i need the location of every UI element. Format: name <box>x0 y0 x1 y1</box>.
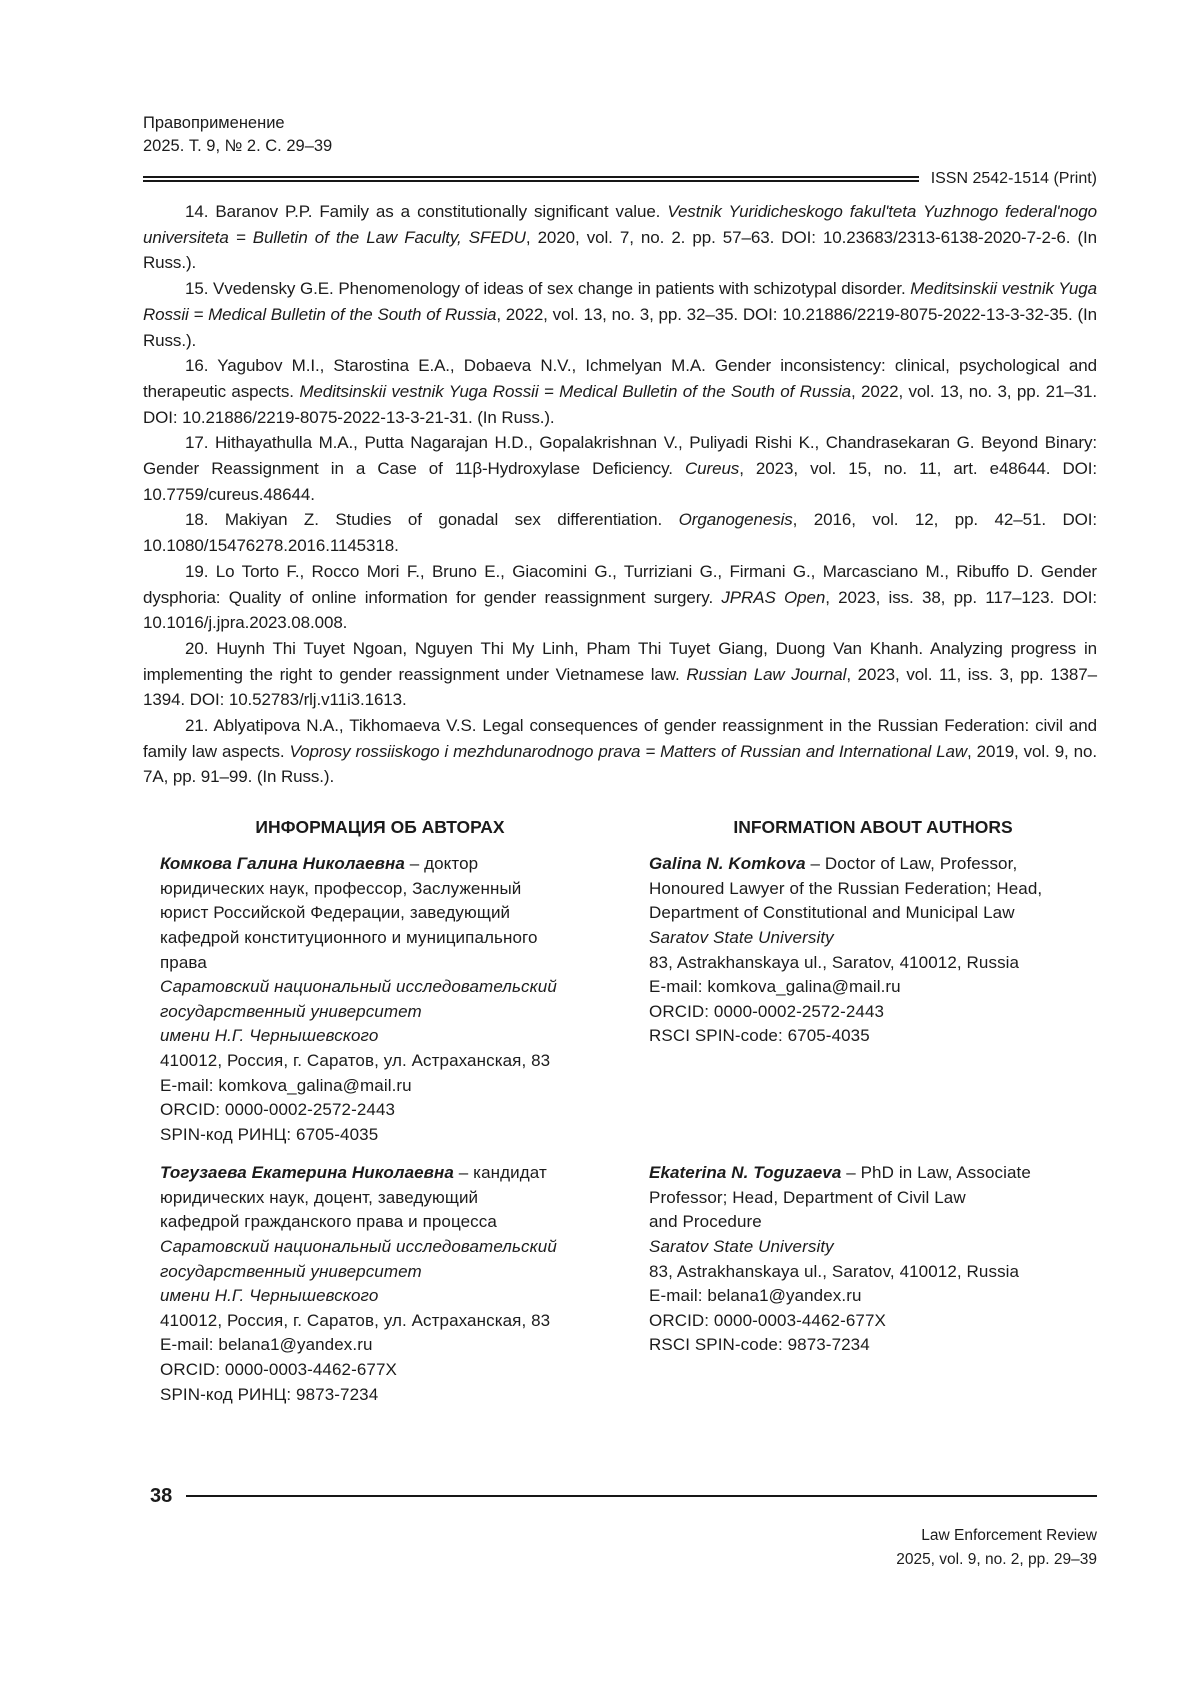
author-info-line <box>160 926 600 951</box>
header-rule-row <box>143 170 1097 188</box>
text-segment: RSCI SPIN-code: 9873-7234 <box>649 1335 870 1355</box>
text-segment: 410012, Россия, г. Саратов, ул. Астраханская, 83 <box>160 1050 551 1070</box>
author-info-line <box>160 951 600 976</box>
issue-info-en: 2025, vol. 9, no. 2, pp. 29–39 <box>896 1551 1097 1568</box>
author-info-line <box>649 1284 1097 1309</box>
text-segment: E-mail: belana1@yandex.ru <box>649 1286 862 1306</box>
footer-rule <box>186 1495 1097 1498</box>
author-info-line <box>649 1235 1097 1260</box>
text-segment: Saratov State University <box>649 927 834 947</box>
author-info-line <box>160 1235 600 1260</box>
issn-label: ISSN 2542-1514 (Print) <box>930 170 1097 187</box>
journal-title-en: Law Enforcement Review <box>921 1527 1097 1544</box>
journal-title-ru: Правоприменение <box>143 114 285 132</box>
text-segment: Meditsinskii vestnik Yuga Rossii = Medical Bulletin of the South of Russia <box>299 381 852 401</box>
reference-item <box>143 507 1097 558</box>
text-segment: Russian Law Journal <box>686 664 847 684</box>
text-segment: 19. Lo Torto F., Rocco Mori F., Bruno E., Giacomini G., Turriziani G., Firmani G., Marcasciano M., Ribuffo D. Gender dysphoria: Quality of online information for gender reassignment surgery. <box>143 561 1097 607</box>
reference-item <box>143 353 1097 430</box>
text-segment: Ekaterina N. Toguzaeva <box>649 1163 842 1183</box>
text-segment: 14. Baranov P.P. Family as a constitutionally significant value. <box>185 202 668 221</box>
text-segment: 15. Vvedensky G.E. Phenomenology of ideas of sex change in patients with schizotypal disorder. <box>185 279 911 299</box>
text-segment: Saratov State University <box>649 1237 834 1257</box>
author-info-line <box>160 1309 600 1334</box>
author-info-line <box>649 1186 1097 1211</box>
author-info-line <box>649 877 1097 902</box>
author-info-line <box>160 1358 600 1383</box>
text-segment: SPIN-код РИНЦ: 6705-4035 <box>160 1124 379 1144</box>
author-info-line <box>160 1161 600 1186</box>
text-segment: Organogenesis <box>678 510 793 530</box>
text-segment: , 2022, vol. 13, no. 3, pp. 32–35. DOI: 10.21886/2219-8075-2022-13-3-32-35. (In Russ.). <box>143 304 1097 350</box>
text-segment: , 2023, iss. 38, pp. 117–123. DOI: 10.1016/j.jpra.2023.08.008. <box>143 587 1097 633</box>
issue-info-ru: 2025. Т. 9, № 2. С. 29–39 <box>143 137 333 155</box>
author-info-line <box>649 852 1097 877</box>
text-segment: ORCID: 0000-0002-2572-2443 <box>160 1100 396 1120</box>
text-segment: 83, Astrakhanskaya ul., Saratov, 410012, Russia <box>649 952 1020 972</box>
author-info-line <box>160 1000 600 1025</box>
author-info-line <box>160 852 600 877</box>
text-segment: E-mail: komkova_galina@mail.ru <box>649 977 901 997</box>
author-info-line <box>160 1383 600 1408</box>
page-content <box>143 112 1097 1407</box>
text-segment: Galina N. Komkova <box>649 854 806 874</box>
author-info-line <box>649 901 1097 926</box>
author-info-line <box>649 1210 1097 1235</box>
page-footer <box>150 1484 1097 1572</box>
author-info-line <box>160 1123 600 1148</box>
text-segment: 20. Huynh Thi Tuyet Ngoan, Nguyen Thi My Linh, Pham Thi Tuyet Giang, Duong Van Khanh. Analyzing progress in implementing the right to gender reassignment under Vietnamese law. <box>143 638 1097 684</box>
text-segment: государственный университет <box>160 1001 422 1021</box>
reference-item <box>143 276 1097 353</box>
author-info-line <box>649 951 1097 976</box>
text-segment: кафедрой конституционного и муниципального <box>160 927 538 947</box>
text-segment: права <box>160 952 207 972</box>
reference-item <box>143 636 1097 713</box>
author-info-line <box>649 1000 1097 1025</box>
reference-item <box>143 559 1097 636</box>
author-info-line <box>160 1098 600 1123</box>
text-segment: 21. Ablyatipova N.A., Tikhomaeva V.S. Legal consequences of gender reassignment in the Russian Federation: civil and family law aspects. <box>143 716 1097 761</box>
author-info-line <box>160 1284 600 1309</box>
author-info-line <box>649 1260 1097 1285</box>
text-segment: RSCI SPIN-code: 6705-4035 <box>649 1026 870 1046</box>
author-block-en <box>649 1161 1097 1407</box>
text-segment: Vestnik Yuridicheskogo fakul'teta Yuzhnogo federal'nogo universiteta = Bulletin of the Law Faculty, SFEDU <box>143 202 1097 247</box>
text-segment: Cureus <box>685 459 740 479</box>
author-info-line <box>160 1186 600 1211</box>
author-info-line <box>160 1210 600 1235</box>
text-segment: and Procedure <box>649 1212 762 1232</box>
author-info-line <box>160 877 600 902</box>
text-segment: Voprosy rossiiskogo i mezhdunarodnogo prava = Matters of Russian and International Law <box>289 741 968 761</box>
text-segment: Саратовский национальный исследовательский <box>160 1237 557 1257</box>
author-info-line <box>160 1260 600 1285</box>
text-segment: Тогузаева Екатерина Николаевна <box>160 1163 454 1183</box>
reference-item <box>143 199 1097 276</box>
text-segment: , 2016, vol. 12, pp. 42–51. DOI: 10.1080/15476278.2016.1145318. <box>143 510 1097 556</box>
author-info-line <box>649 1161 1097 1186</box>
text-segment: Meditsinskii vestnik Yuga Rossii = Medical Bulletin of the South of Russia <box>143 279 1097 324</box>
author-info-line <box>160 1333 600 1358</box>
page-number: 38 <box>150 1485 173 1507</box>
text-segment: ORCID: 0000-0003-4462-677X <box>649 1310 886 1330</box>
references-list <box>143 199 1097 790</box>
text-segment: государственный университет <box>160 1261 422 1281</box>
author-block-ru <box>160 1161 600 1407</box>
reference-item <box>143 430 1097 507</box>
text-segment: Honoured Lawyer of the Russian Federation; Head, <box>649 878 1043 898</box>
text-segment: Саратовский национальный исследовательский <box>160 977 557 997</box>
text-segment: SPIN-код РИНЦ: 9873-7234 <box>160 1384 379 1404</box>
text-segment: , 2022, vol. 13, no. 3, pp. 21–31. DOI: 10.21886/2219-8075-2022-13-3-21-31. (In Russ.). <box>143 381 1097 427</box>
text-segment: юридических наук, доцент, заведующий <box>160 1187 479 1207</box>
author-block-ru <box>160 852 600 1147</box>
author-info-line <box>649 975 1097 1000</box>
author-info-line <box>160 975 600 1000</box>
authors-heading-ru: ИНФОРМАЦИЯ ОБ АВТОРАХ <box>255 817 505 838</box>
text-segment: , 2023, vol. 15, no. 11, art. e48644. DOI: 10.7759/cureus.48644. <box>143 459 1097 504</box>
text-segment: юридических наук, профессор, Заслуженный <box>160 878 522 898</box>
text-segment: юрист Российской Федерации, заведующий <box>160 903 511 923</box>
text-segment: – доктор <box>404 854 479 874</box>
header-double-rule <box>143 176 919 182</box>
footer-journal-info <box>150 1524 1097 1572</box>
text-segment: , 2020, vol. 7, no. 2. pp. 57–63. DOI: 10.23683/2313-6138-2020-7-2-6. (In Russ.). <box>143 227 1097 273</box>
text-segment: Комкова Галина Николаевна <box>160 854 405 874</box>
text-segment: Professor; Head, Department of Civil Law <box>649 1187 966 1207</box>
text-segment: 16. Yagubov M.I., Starostina E.A., Dobaeva N.V., Ichmelyan M.A. Gender inconsistency: clinical, psychological and therapeutic aspects. <box>143 356 1097 401</box>
text-segment: E-mail: komkova_galina@mail.ru <box>160 1075 412 1095</box>
author-info-line <box>649 1309 1097 1334</box>
text-segment: 83, Astrakhanskaya ul., Saratov, 410012, Russia <box>649 1261 1020 1281</box>
text-segment: 18. Makiyan Z. Studies of gonadal sex differentiation. <box>185 510 679 530</box>
author-block-en <box>649 852 1097 1147</box>
text-segment: – Doctor of Law, Professor, <box>805 854 1018 874</box>
text-segment: кафедрой гражданского права и процесса <box>160 1212 497 1232</box>
page-header <box>143 112 1097 188</box>
author-info-line <box>160 901 600 926</box>
text-segment: ORCID: 0000-0003-4462-677X <box>160 1360 397 1380</box>
text-segment: , 2019, vol. 9, no. 7A, pp. 91–99. (In Russ.). <box>143 741 1097 787</box>
text-segment: Department of Constitutional and Municipal Law <box>649 903 1015 923</box>
author-info-line <box>160 1049 600 1074</box>
text-segment: имени Н.Г. Чернышевского <box>160 1286 379 1306</box>
author-info-line <box>160 1074 600 1099</box>
text-segment: 17. Hithayathulla M.A., Putta Nagarajan H.D., Gopalakrishnan V., Puliyadi Rishi K., Chandrasekaran G. Beyond Binary: Gender Reassignment in a Case of 11β-Hydroxylase Deficiency. <box>143 433 1097 479</box>
footer-rule-row <box>150 1484 1097 1508</box>
author-info-line <box>649 1024 1097 1049</box>
author-info-line <box>160 1024 600 1049</box>
text-segment: 410012, Россия, г. Саратов, ул. Астраханская, 83 <box>160 1310 551 1330</box>
authors-heading-en: INFORMATION ABOUT AUTHORS <box>733 817 1013 838</box>
text-segment: имени Н.Г. Чернышевского <box>160 1026 379 1046</box>
author-info-line <box>649 926 1097 951</box>
text-segment: – PhD in Law, Associate <box>841 1163 1031 1183</box>
text-segment: E-mail: belana1@yandex.ru <box>160 1335 373 1355</box>
reference-item <box>143 713 1097 790</box>
text-segment: ORCID: 0000-0002-2572-2443 <box>649 1001 885 1021</box>
text-segment: , 2023, vol. 11, iss. 3, pp. 1387–1394. DOI: 10.52783/rlj.v11i3.1613. <box>143 664 1097 710</box>
author-info-line <box>649 1333 1097 1358</box>
authors-info-section <box>160 816 1097 1407</box>
text-segment: JPRAS Open <box>721 587 826 607</box>
text-segment: – кандидат <box>453 1163 547 1183</box>
